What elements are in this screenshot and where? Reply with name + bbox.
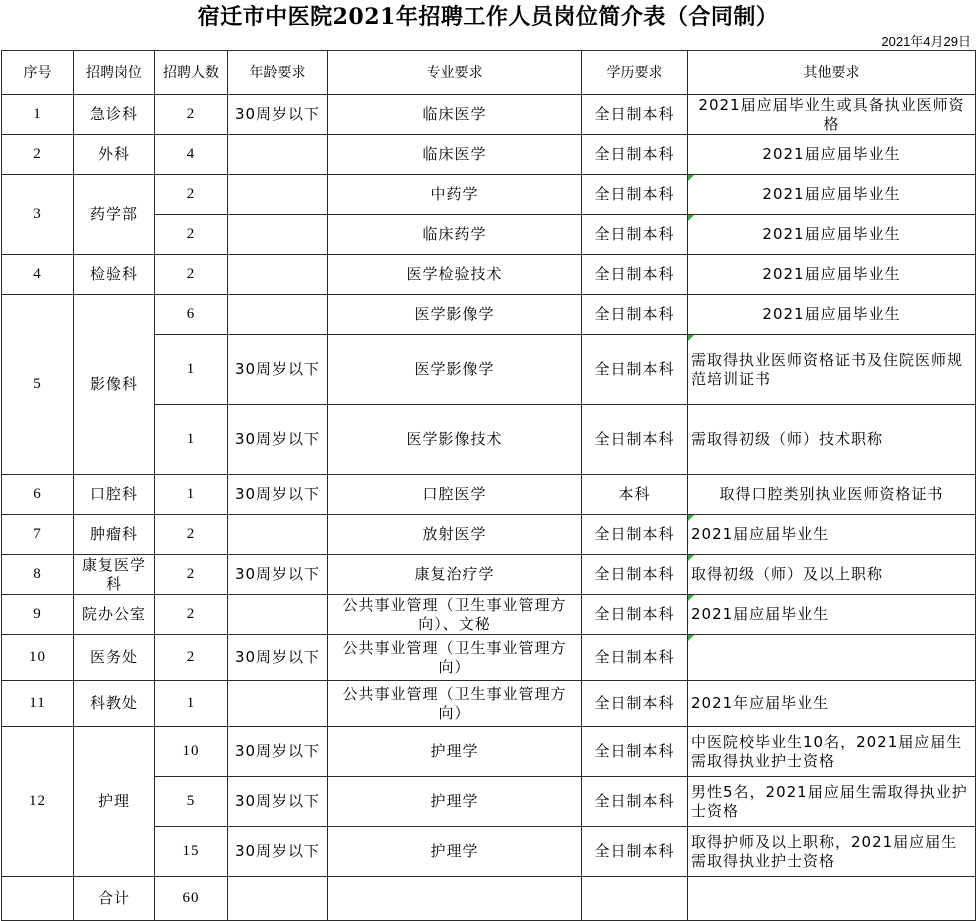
cell-other: 2021届应届毕业生 bbox=[688, 255, 976, 295]
page-title: 宿迁市中医院2021年招聘工作人员岗位简介表（合同制） bbox=[197, 4, 779, 30]
total-label: 合计 bbox=[74, 877, 155, 921]
cell-other: 取得护师及以上职称，2021届应届生需取得执业护士资格 bbox=[688, 827, 976, 877]
cell-edu: 全日制本科 bbox=[582, 175, 688, 215]
cell-age: 30周岁以下 bbox=[228, 635, 328, 681]
cell-seq: 1 bbox=[2, 95, 74, 135]
cell-empty bbox=[228, 877, 328, 921]
cell-other: 2021届应届毕业生 bbox=[688, 295, 976, 335]
cell-other: 2021届应届毕业生 bbox=[688, 215, 976, 255]
cell-major: 临床医学 bbox=[328, 135, 582, 175]
header-other: 其他要求 bbox=[688, 51, 976, 95]
table-row bbox=[2, 255, 976, 295]
cell-seq: 6 bbox=[2, 475, 74, 515]
cell-major: 公共事业管理（卫生事业管理方向） bbox=[328, 681, 582, 727]
cell-count: 4 bbox=[155, 135, 228, 175]
cell-empty bbox=[688, 877, 976, 921]
cell-seq: 2 bbox=[2, 135, 74, 175]
cell-major: 医学检验技术 bbox=[328, 255, 582, 295]
cell-other: 2021届应届毕业生 bbox=[688, 135, 976, 175]
cell-empty bbox=[328, 877, 582, 921]
cell-age: 30周岁以下 bbox=[228, 95, 328, 135]
table-row bbox=[2, 515, 976, 555]
cell-age bbox=[228, 595, 328, 635]
cell-dept: 护理 bbox=[74, 727, 155, 877]
table-row bbox=[2, 727, 976, 777]
cell-age bbox=[228, 135, 328, 175]
table-row bbox=[2, 175, 976, 215]
cell-major: 护理学 bbox=[328, 727, 582, 777]
cell-count: 2 bbox=[155, 515, 228, 555]
header-count: 招聘人数 bbox=[155, 51, 228, 95]
cell-other: 2021届应届毕业生 bbox=[688, 175, 976, 215]
header-position: 招聘岗位 bbox=[74, 51, 155, 95]
cell-seq: 12 bbox=[2, 727, 74, 877]
cell-count: 1 bbox=[155, 335, 228, 405]
cell-major: 临床医学 bbox=[328, 95, 582, 135]
cell-edu: 全日制本科 bbox=[582, 555, 688, 595]
cell-other: 取得口腔类别执业医师资格证书 bbox=[688, 475, 976, 515]
cell-age: 30周岁以下 bbox=[228, 475, 328, 515]
cell-other: 需取得执业医师资格证书及住院医师规范培训证书 bbox=[688, 335, 976, 405]
cell-seq: 11 bbox=[2, 681, 74, 727]
cell-count: 2 bbox=[155, 635, 228, 681]
cell-dept: 急诊科 bbox=[74, 95, 155, 135]
table-row bbox=[2, 681, 976, 727]
cell-major: 中药学 bbox=[328, 175, 582, 215]
cell-other: 取得初级（师）及以上职称 bbox=[688, 555, 976, 595]
cell-dept: 外科 bbox=[74, 135, 155, 175]
cell-count: 2 bbox=[155, 215, 228, 255]
cell-dept: 肿瘤科 bbox=[74, 515, 155, 555]
cell-age bbox=[228, 515, 328, 555]
cell-age: 30周岁以下 bbox=[228, 405, 328, 475]
table-row bbox=[2, 595, 976, 635]
cell-major: 公共事业管理（卫生事业管理方向） bbox=[328, 635, 582, 681]
cell-dept: 药学部 bbox=[74, 175, 155, 255]
cell-edu: 全日制本科 bbox=[582, 405, 688, 475]
cell-major: 临床药学 bbox=[328, 215, 582, 255]
cell-edu: 全日制本科 bbox=[582, 681, 688, 727]
total-row bbox=[2, 877, 976, 921]
cell-edu: 全日制本科 bbox=[582, 215, 688, 255]
cell-edu: 全日制本科 bbox=[582, 295, 688, 335]
header-major: 专业要求 bbox=[328, 51, 582, 95]
cell-dept: 口腔科 bbox=[74, 475, 155, 515]
cell-count: 1 bbox=[155, 475, 228, 515]
cell-age: 30周岁以下 bbox=[228, 827, 328, 877]
cell-other: 2021年应届毕业生 bbox=[688, 681, 976, 727]
cell-count: 2 bbox=[155, 175, 228, 215]
cell-age bbox=[228, 215, 328, 255]
cell-empty bbox=[2, 877, 74, 921]
cell-edu: 全日制本科 bbox=[582, 727, 688, 777]
cell-other: 2021届应届毕业生或具备执业医师资格 bbox=[688, 95, 976, 135]
cell-count: 15 bbox=[155, 827, 228, 877]
cell-count: 2 bbox=[155, 595, 228, 635]
cell-count: 10 bbox=[155, 727, 228, 777]
cell-major: 医学影像学 bbox=[328, 335, 582, 405]
cell-count: 2 bbox=[155, 255, 228, 295]
cell-seq: 9 bbox=[2, 595, 74, 635]
cell-major: 放射医学 bbox=[328, 515, 582, 555]
cell-empty bbox=[582, 877, 688, 921]
cell-count: 2 bbox=[155, 555, 228, 595]
cell-other: 2021届应届毕业生 bbox=[688, 595, 976, 635]
cell-age bbox=[228, 681, 328, 727]
positions-table bbox=[1, 50, 976, 921]
total-count: 60 bbox=[155, 877, 228, 921]
cell-dept: 影像科 bbox=[74, 295, 155, 475]
cell-major: 护理学 bbox=[328, 827, 582, 877]
cell-edu: 全日制本科 bbox=[582, 515, 688, 555]
cell-major: 口腔医学 bbox=[328, 475, 582, 515]
cell-seq: 8 bbox=[2, 555, 74, 595]
header-education: 学历要求 bbox=[582, 51, 688, 95]
header-age: 年龄要求 bbox=[228, 51, 328, 95]
cell-count: 6 bbox=[155, 295, 228, 335]
table-row bbox=[2, 475, 976, 515]
cell-seq: 10 bbox=[2, 635, 74, 681]
cell-count: 1 bbox=[155, 405, 228, 475]
cell-edu: 全日制本科 bbox=[582, 255, 688, 295]
cell-seq: 3 bbox=[2, 175, 74, 255]
cell-edu: 全日制本科 bbox=[582, 335, 688, 405]
cell-other: 需取得初级（师）技术职称 bbox=[688, 405, 976, 475]
cell-age bbox=[228, 255, 328, 295]
cell-other bbox=[688, 635, 976, 681]
cell-major: 护理学 bbox=[328, 777, 582, 827]
cell-seq: 4 bbox=[2, 255, 74, 295]
table-row bbox=[2, 555, 976, 595]
cell-edu: 全日制本科 bbox=[582, 635, 688, 681]
cell-edu: 全日制本科 bbox=[582, 777, 688, 827]
cell-major: 公共事业管理（卫生事业管理方向）、文秘 bbox=[328, 595, 582, 635]
cell-dept: 科教处 bbox=[74, 681, 155, 727]
cell-dept: 康复医学科 bbox=[74, 555, 155, 595]
cell-edu: 全日制本科 bbox=[582, 135, 688, 175]
cell-other: 男性5名，2021届应届生需取得执业护士资格 bbox=[688, 777, 976, 827]
cell-count: 2 bbox=[155, 95, 228, 135]
table-row bbox=[2, 635, 976, 681]
cell-age: 30周岁以下 bbox=[228, 335, 328, 405]
cell-major: 康复治疗学 bbox=[328, 555, 582, 595]
cell-dept: 医务处 bbox=[74, 635, 155, 681]
table-row bbox=[2, 95, 976, 135]
cell-edu: 本科 bbox=[582, 475, 688, 515]
cell-age bbox=[228, 175, 328, 215]
table-row bbox=[2, 135, 976, 175]
cell-age: 30周岁以下 bbox=[228, 777, 328, 827]
cell-count: 5 bbox=[155, 777, 228, 827]
cell-other: 中医院校毕业生10名，2021届应届生需取得执业护士资格 bbox=[688, 727, 976, 777]
cell-age: 30周岁以下 bbox=[228, 727, 328, 777]
header-seq: 序号 bbox=[2, 51, 74, 95]
cell-major: 医学影像学 bbox=[328, 295, 582, 335]
cell-other: 2021届应届毕业生 bbox=[688, 515, 976, 555]
cell-edu: 全日制本科 bbox=[582, 827, 688, 877]
table-row bbox=[2, 295, 976, 335]
cell-dept: 检验科 bbox=[74, 255, 155, 295]
cell-age: 30周岁以下 bbox=[228, 555, 328, 595]
header-row bbox=[2, 51, 976, 95]
cell-seq: 5 bbox=[2, 295, 74, 475]
cell-edu: 全日制本科 bbox=[582, 595, 688, 635]
cell-dept: 院办公室 bbox=[74, 595, 155, 635]
cell-seq: 7 bbox=[2, 515, 74, 555]
cell-count: 1 bbox=[155, 681, 228, 727]
cell-edu: 全日制本科 bbox=[582, 95, 688, 135]
date-label: 2021年4月29日 bbox=[881, 34, 971, 49]
cell-major: 医学影像技术 bbox=[328, 405, 582, 475]
cell-age bbox=[228, 295, 328, 335]
